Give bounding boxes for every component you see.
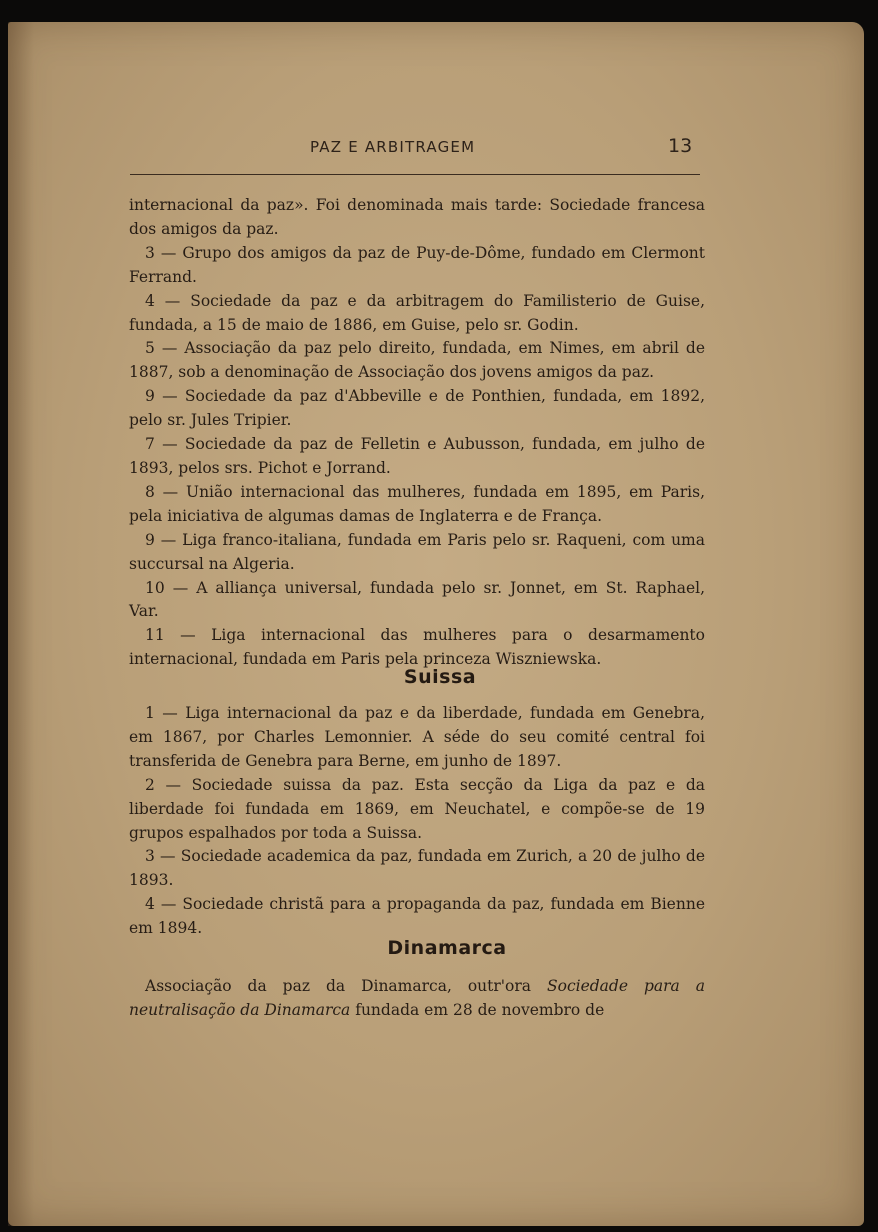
- paragraph-continued: internacional da paz». Foi denominada mais tarde: Sociedade francesa dos amigos da paz.: [129, 196, 705, 238]
- list-item: 3 — Sociedade academica da paz, fundada em Zurich, a 20 de julho de 1893.: [129, 847, 705, 890]
- list-item: 5 — Associação da paz pelo direito, fundada, em Nimes, em abril de 1887, sob a denominação de Associação dos jovens amigos da paz.: [129, 339, 705, 382]
- paragraph-text: Associação da paz da Dinamarca, outr'ora: [145, 977, 547, 995]
- list-item: 10 — A alliança universal, fundada pelo sr. Jonnet, em St. Raphael, Var.: [129, 578, 705, 621]
- header-rule: [130, 174, 700, 175]
- paragraph-dinamarca: [129, 975, 705, 1023]
- book-page: [8, 22, 864, 1226]
- list-item: 7 — Sociedade da paz de Felletin e Aubusson, fundada, em julho de 1893, pelos srs. Pichot e Jorrand.: [129, 435, 705, 477]
- list-item: 2 — Sociedade suissa da paz. Esta secção da Liga da paz e da liberdade foi fundada em 1869, em Neuchatel, e compõe-se de 19 grupos espalhados por toda a Suissa.: [129, 775, 705, 842]
- list-item: 9 — Sociedade da paz d'Abbeville e de Ponthien, fundada, em 1892, pelo sr. Jules Tripier.: [129, 387, 705, 430]
- list-item: 8 — União internacional das mulheres, fundada em 1895, em Paris, pela iniciativa de algumas damas de Inglaterra e de França.: [129, 482, 705, 525]
- page-body: [129, 194, 705, 1023]
- list-item: 11 — Liga internacional das mulheres para o desarmamento internacional, fundada em Paris pela princeza Wiszniewska.: [129, 626, 705, 669]
- italic-society-name: Sociedade para a neutralisação da Dinamarca: [129, 977, 705, 1019]
- list-item: 4 — Sociedade da paz e da arbitragem do Familisterio de Guise, fundada, a 15 de maio de 1886, em Guise, pelo sr. Godin.: [129, 291, 705, 334]
- page-header: [8, 135, 864, 164]
- section-heading-suissa: Suissa: [403, 666, 477, 689]
- section-heading-dinamarca: Dinamarca: [387, 937, 507, 960]
- running-title: PAZ E ARBITRAGEM: [310, 138, 476, 156]
- list-item: 1 — Liga internacional da paz e da liberdade, fundada em Genebra, em 1867, por Charles Lemonnier. A séde do seu comité central foi transferida de Genebra para Berne, em junho de 1897.: [129, 704, 705, 770]
- list-item: 4 — Sociedade christã para a propaganda da paz, fundada em Bienne em 1894.: [129, 895, 705, 938]
- paragraph-text: fundada em 28 de novembro de: [350, 1000, 605, 1019]
- list-item: 3 — Grupo dos amigos da paz de Puy-de-Dôme, fundado em Clermont Ferrand.: [129, 243, 705, 286]
- list-item: 9 — Liga franco-italiana, fundada em Paris pelo sr. Raqueni, com uma succursal na Algeria.: [129, 530, 705, 573]
- page-number: 13: [668, 135, 693, 157]
